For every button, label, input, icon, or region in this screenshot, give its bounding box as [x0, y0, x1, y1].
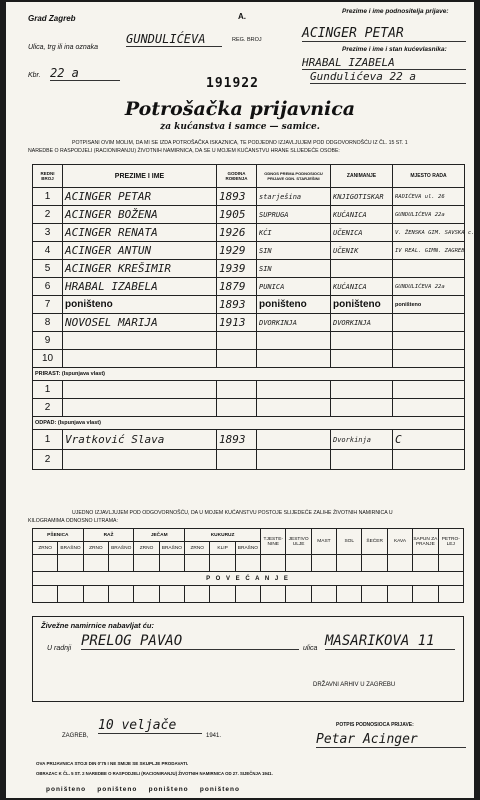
supply-group: KUKURUZ	[185, 529, 261, 542]
supply-cell	[362, 555, 387, 572]
supply-subcol: KLIP	[210, 542, 235, 555]
person-name: poništeno	[63, 296, 217, 314]
supply-cell	[286, 586, 311, 603]
empty-cell	[257, 430, 331, 450]
table-row	[33, 430, 465, 450]
supplies-table	[32, 528, 464, 603]
relation: poništeno	[257, 296, 331, 314]
table-row	[33, 296, 465, 314]
supply-cell	[210, 555, 235, 572]
supply-item: SAPUN ZA PRANJE	[413, 529, 438, 555]
person-name: HRABAL IZABELA	[63, 278, 217, 296]
workplace: V. ŽENSKA GIM. SAVSKA c.	[393, 224, 465, 242]
signature: Petar Acinger	[316, 732, 466, 748]
occupation: UČENIK	[331, 242, 393, 260]
supply-item: TJESTE-NINE	[261, 529, 286, 555]
empty-cell	[257, 450, 331, 470]
supply-cell	[438, 555, 464, 572]
col-header: PREZIME I IME	[63, 165, 217, 188]
regulation-note: OBRAZAC K ČL. 5 ST. 2 NAREDBE O RASPODJELI (RACIONIRANJU) ŽIVOTNIH NAMIRNICA OD 27. SIJEČNJA 1941.	[36, 771, 273, 776]
birth-year	[217, 332, 257, 350]
person-name: ACINGER ANTUN	[63, 242, 217, 260]
person-name	[63, 350, 217, 368]
empty-cell	[393, 399, 465, 417]
supply-cell	[83, 586, 108, 603]
serial-number: 191922	[206, 76, 259, 91]
supply-cell	[362, 586, 387, 603]
row-number: 2	[33, 399, 63, 417]
supply-cell	[235, 555, 260, 572]
empty-cell	[63, 399, 217, 417]
submitter-label: Prezime i ime podnositelja prijave:	[342, 8, 449, 15]
birth-year: 1913	[217, 314, 257, 332]
supply-item: ŠEĆER	[362, 529, 387, 555]
supply-cell	[134, 586, 159, 603]
supply-item: JESTIVO ULJE	[286, 529, 311, 555]
empty-cell	[331, 381, 393, 399]
table-row	[33, 350, 465, 368]
purchase-street-value: MASARIKOVA 11	[325, 633, 455, 650]
footer-city: ZAGREB,	[62, 733, 89, 739]
supply-cell	[413, 586, 438, 603]
form-page	[6, 2, 474, 798]
owner-address: Gundulićeva 22 a	[310, 70, 466, 84]
supply-cell	[286, 555, 311, 572]
supply-subcol: ZRNO	[134, 542, 159, 555]
occupation: KUĆANICA	[331, 278, 393, 296]
workplace	[393, 450, 465, 470]
submitter-value: ACINGER PETAR	[302, 26, 466, 42]
price-note: OVA PRIJAVNICA STOJI DIN 0'75 I NE SMIJE SE SKUPLJE PRODAVATI.	[36, 761, 189, 766]
cancelled-stamps: poništeno poništeno poništeno poništeno	[46, 786, 240, 793]
birth-year: 1893	[217, 296, 257, 314]
street-label: Ulica, trg ili ina oznaka	[28, 44, 99, 51]
birth-year: 1905	[217, 206, 257, 224]
supply-cell	[311, 586, 336, 603]
occupation	[331, 332, 393, 350]
supply-subcol: BRAŠNO	[109, 542, 134, 555]
birth-year	[217, 450, 257, 470]
table-row	[33, 450, 465, 470]
supply-cell	[134, 555, 159, 572]
supply-subcol: BRAŠNO	[235, 542, 260, 555]
relation: SIN	[257, 242, 331, 260]
table-row	[33, 260, 465, 278]
table-row	[33, 381, 465, 399]
supply-group: RAŽ	[83, 529, 134, 542]
supply-cell	[413, 555, 438, 572]
city-label: Grad Zagreb	[28, 14, 76, 23]
supply-cell	[159, 586, 184, 603]
relation: KĆI	[257, 224, 331, 242]
empty-cell	[63, 381, 217, 399]
supply-subcol: BRAŠNO	[159, 542, 184, 555]
workplace	[393, 314, 465, 332]
supply-group: PŠENICA	[33, 529, 84, 542]
supply-cell	[261, 586, 286, 603]
col-header: ZANIMANJE	[331, 165, 393, 188]
supply-cell	[311, 555, 336, 572]
owner-name: HRABAL IZABELA	[302, 56, 466, 70]
supply-group: JEČAM	[134, 529, 185, 542]
person-name: Vratković Slava	[63, 430, 217, 450]
row-number: 10	[33, 350, 63, 368]
supply-cell	[438, 586, 464, 603]
supply-subcol: BRAŠNO	[58, 542, 83, 555]
supply-cell	[210, 586, 235, 603]
workplace: GUNDULIĆEVA 22a	[393, 278, 465, 296]
empty-cell	[257, 399, 331, 417]
table-row	[33, 242, 465, 260]
occupation	[331, 350, 393, 368]
workplace	[393, 350, 465, 368]
table-row	[33, 206, 465, 224]
workplace: IV REAL. GIMN. ZAGREB	[393, 242, 465, 260]
street-value: GUNDULIĆEVA	[126, 32, 222, 47]
prirast-label: PRIRAST: (Ispunjava vlast)	[33, 368, 465, 381]
purchase-label: Živežne namirnice nabavljat ću:	[41, 621, 154, 630]
relation	[257, 350, 331, 368]
supply-subcol: ZRNO	[185, 542, 210, 555]
row-number: 5	[33, 260, 63, 278]
supply-cell	[33, 586, 58, 603]
supply-item: PETRO-LEJ	[438, 529, 464, 555]
intro-text: POTPISANI OVIM MOLIM, DA MI SE IZDA POTROŠAČKA ISKAZNICA, TE PODJEDNO IZJAVLJUJEM POD ODGOVORNOŠĆU IZ ČL. 15 ST. 1 NAREDBE O RASPODJELI (RACIONIRANJU) ŽIVOTNIH NAMIRNICA, DA SE U MOJEM KUĆANSTVU HRANE SLIJEDEĆE OSOBE:	[28, 140, 408, 154]
shop-label: U radnji	[47, 645, 72, 652]
person-name: ACINGER PETAR	[63, 188, 217, 206]
supply-cell	[387, 555, 412, 572]
odpad-label: ODPAD: (Ispunjava vlast)	[33, 417, 465, 430]
reg-number-label: REG. BROJ	[232, 37, 262, 43]
relation: PUNICA	[257, 278, 331, 296]
footer-year: 1941.	[206, 733, 222, 739]
owner-label: Prezime i ime i stan kućevlasnika:	[342, 46, 447, 53]
archive-stamp: DRŽAVNI ARHIV U ZAGREBU	[313, 682, 396, 688]
birth-year: 1879	[217, 278, 257, 296]
col-header: ODNOS PREMA PODNOSIOCU PRIJAVE ODN. STARJEŠINI	[257, 165, 331, 188]
supply-cell	[83, 555, 108, 572]
house-number-label: Kbr.	[28, 72, 41, 79]
table-row	[33, 399, 465, 417]
table-row	[33, 188, 465, 206]
row-number: 3	[33, 224, 63, 242]
supply-cell	[109, 555, 134, 572]
person-name	[63, 332, 217, 350]
empty-cell	[217, 399, 257, 417]
table-row	[33, 224, 465, 242]
person-name: ACINGER BOŽENA	[63, 206, 217, 224]
supply-item: SOL	[337, 529, 362, 555]
workplace: RADIĆEVA ul. 26	[393, 188, 465, 206]
supply-cell	[109, 586, 134, 603]
row-number: 8	[33, 314, 63, 332]
form-subtitle: za kućanstva i samce — samice.	[160, 122, 320, 132]
supply-cell	[337, 555, 362, 572]
supply-subcol: ZRNO	[33, 542, 58, 555]
row-number: 1	[33, 188, 63, 206]
row-number: 7	[33, 296, 63, 314]
supply-cell	[185, 555, 210, 572]
table-row	[33, 332, 465, 350]
house-number-value: 22 a	[50, 66, 120, 81]
workplace	[393, 260, 465, 278]
birth-year: 1893	[217, 188, 257, 206]
relation: DVORKINJA	[257, 314, 331, 332]
birth-year: 1939	[217, 260, 257, 278]
supply-item: KAVA	[387, 529, 412, 555]
empty-cell	[217, 381, 257, 399]
birth-year: 1929	[217, 242, 257, 260]
occupation	[331, 450, 393, 470]
occupation: KUĆANICA	[331, 206, 393, 224]
table-row	[33, 314, 465, 332]
relation: starješina	[257, 188, 331, 206]
supply-cell	[185, 586, 210, 603]
purchase-street-label: ulica	[303, 645, 318, 652]
empty-cell	[331, 399, 393, 417]
table-header	[33, 165, 465, 188]
person-name: ACINGER KREŠIMIR	[63, 260, 217, 278]
col-header: MJESTO RADA	[393, 165, 465, 188]
signature-label: POTPIS PODNOSIOCA PRIJAVE:	[336, 722, 414, 728]
occupation: KNJIGOTISKAR	[331, 188, 393, 206]
occupation: poništeno	[331, 296, 393, 314]
relation	[257, 332, 331, 350]
row-number: 6	[33, 278, 63, 296]
person-name: ACINGER RENATA	[63, 224, 217, 242]
birth-year: 1926	[217, 224, 257, 242]
form-title: Potrošačka prijavnica	[124, 98, 356, 120]
row-number: 2	[33, 450, 63, 470]
supply-cell	[235, 586, 260, 603]
supply-cell	[33, 555, 58, 572]
row-number: 9	[33, 332, 63, 350]
workplace: poništeno	[393, 296, 465, 314]
row-number: 1	[33, 381, 63, 399]
supply-cell	[159, 555, 184, 572]
person-name	[63, 450, 217, 470]
relation: SUPRUGA	[257, 206, 331, 224]
persons-table	[32, 164, 475, 470]
shop-value: PRELOG PAVAO	[81, 633, 299, 650]
workplace	[393, 332, 465, 350]
occupation: UČENICA	[331, 224, 393, 242]
supply-cell	[58, 586, 83, 603]
supply-subcol: ZRNO	[83, 542, 108, 555]
birth-year	[217, 350, 257, 368]
supply-cell	[58, 555, 83, 572]
workplace: C	[393, 430, 465, 450]
supply-cell	[387, 586, 412, 603]
footer-date: 10 veljače	[98, 718, 202, 734]
col-header: REDNI BROJ	[33, 165, 63, 188]
supply-cell	[337, 586, 362, 603]
increase-label: P O V E Ć A N J E	[33, 572, 464, 586]
occupation	[331, 260, 393, 278]
occupation: Dvorkinja	[331, 430, 393, 450]
supplies-intro: UJEDNO IZJAVLJUJEM POD ODGOVORNOŠĆU, DA U MOJEM KUĆANSTVU POSTOJE SLIJEDEĆE ZALIHE ŽIVOTNIH NAMIRNICA U KILOGRAMIMA ODNOSNO LITRAMA:	[28, 510, 393, 524]
form-letter: A.	[238, 12, 246, 21]
person-name: NOVOSEL MARIJA	[63, 314, 217, 332]
purchase-box	[32, 616, 464, 702]
table-row	[33, 278, 465, 296]
workplace: GUNDULIĆEVA 22a	[393, 206, 465, 224]
supply-cell	[261, 555, 286, 572]
empty-cell	[393, 381, 465, 399]
row-number: 4	[33, 242, 63, 260]
occupation: DVORKINJA	[331, 314, 393, 332]
empty-cell	[257, 381, 331, 399]
col-header: GODINA ROĐENJA	[217, 165, 257, 188]
birth-year: 1893	[217, 430, 257, 450]
row-number: 1	[33, 430, 63, 450]
relation: SIN	[257, 260, 331, 278]
supply-item: MAST	[311, 529, 336, 555]
row-number: 2	[33, 206, 63, 224]
